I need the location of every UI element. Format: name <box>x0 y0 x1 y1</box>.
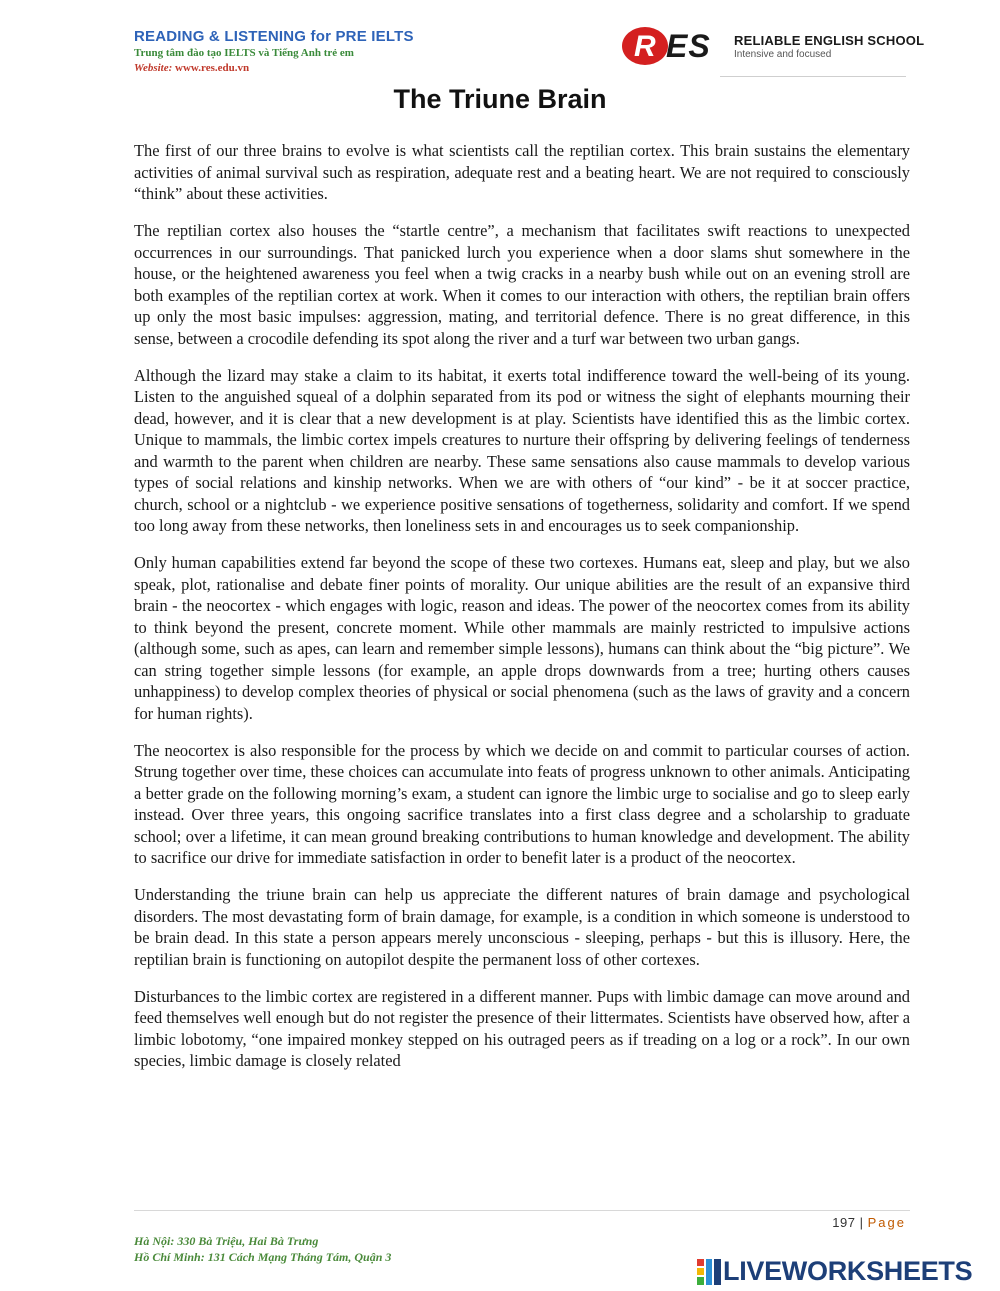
school-logo-block <box>620 24 924 68</box>
header-brand <box>134 28 414 74</box>
res-logo <box>620 24 726 68</box>
brand-title: READING & LISTENING for PRE IELTS <box>134 28 414 45</box>
footer-divider <box>134 1210 910 1211</box>
paragraph: Understanding the triune brain can help us appreciate the different natures of brain damage and psychological disorders. The most devastating form of brain damage, for example, is a condition in which someone is understood to be brain dead. In this state a person appears merely unconscious - sleeping, perhaps - but this is illusory. Here, the reptilian brain is functioning on autopilot despite the permanent loss of other cortexes. <box>134 885 910 969</box>
paragraph: Disturbances to the limbic cortex are registered in a different manner. Pups with limbic damage can move around and feed themselves well enough but do not register the presence of their littermates. Scientists have observed how, after a limbic lobotomy, “one impaired monkey stepped on his outraged peers as if treading on a log or a rock”. In our own species, limbic damage is closely related <box>134 986 910 1070</box>
svg-text:ES: ES <box>666 28 711 64</box>
address-hcm: Hồ Chí Minh: 131 Cách Mạng Tháng Tám, Quận 3 <box>134 1250 392 1264</box>
reading-passage <box>134 140 910 1204</box>
footer-addresses <box>134 1233 391 1265</box>
website-label: Website: <box>134 62 173 74</box>
paragraph: The first of our three brains to evolve is what scientists call the reptilian cortex. This brain sustains the elementary activities of animal survival such as respiration, adequate rest and a beating heart. We are not required to consciously “think” about these activities. <box>134 141 910 203</box>
page-label: Page <box>867 1215 906 1230</box>
address-hanoi: Hà Nội: 330 Bà Triệu, Hai Bà Trưng <box>134 1234 319 1248</box>
website-url[interactable]: www.res.edu.vn <box>175 62 250 74</box>
page-title: The Triune Brain <box>393 84 607 114</box>
brand-subtitle: Trung tâm đào tạo IELTS và Tiếng Anh trẻ em <box>134 47 354 59</box>
liveworksheets-watermark[interactable] <box>697 1256 972 1287</box>
page-number-value: 197 <box>832 1215 856 1230</box>
paragraph: The reptilian cortex also houses the “startle centre”, a mechanism that facilitates swift reactions to unexpected occurrences in our surroundings. That panicked lurch you experience when a door slams shut somewhere in the house, or the heightened awareness you feel when a twig cracks in a nearby bush while out on an evening stroll are both examples of the reptilian cortex at work. When it comes to our interaction with others, the reptilian brain offers up only the most basic impulses: aggression, mating, and territorial defence. There is no great difference, in this sense, between a crocodile defending its spot along the river and a turf war between two urban gangs. <box>134 221 910 348</box>
paragraph: The neocortex is also responsible for the process by which we decide on and commit to particular courses of action. Strung together over time, these choices can accumulate into feats of progress unknown to other animals. Anticipating a better grade on the following morning’s exam, a student can ignore the limbic urge to socialise and go to sleep early instead. Over three years, this ongoing sacrifice translates into a first class degree and a scholarship to graduate school; over a lifetime, it can mean ground breaking contributions to human knowledge and development. The ability to sacrifice our drive for immediate satisfaction in order to benefit later is a product of the neocortex. <box>134 740 910 867</box>
liveworksheets-icon <box>697 1259 721 1285</box>
page-number <box>832 1215 906 1230</box>
school-tagline: Intensive and focused <box>734 48 832 60</box>
school-name: RELIABLE ENGLISH SCHOOL <box>734 32 925 48</box>
liveworksheets-text: LIVEWORKSHEETS <box>723 1256 973 1286</box>
svg-text:R: R <box>634 30 656 63</box>
website-line <box>134 62 414 74</box>
paragraph: Only human capabilities extend far beyond the scope of these two cortexes. Humans eat, sleep and play, but we also speak, plot, rationalise and debate finer points of morality. Our unique abilities are the result of an expansive third brain - the neocortex - which engages with logic, reason and ideas. The power of the neocortex comes from its ability to think beyond the present, concrete moment. While other mammals are mainly restricted to impulsive actions (although some, such as apes, can learn and remember simple lessons), humans can think about the “big picture”. We can string together simple lessons (for example, an apple drops downwards from a tree; hurting others causes unhappiness) to develop complex theories of physical or social phenomena (such as the laws of gravity and a concern for human rights). <box>134 553 910 723</box>
page-separator: | <box>859 1215 864 1230</box>
paragraph: Although the lizard may stake a claim to its habitat, it exerts total indifference toward the well-being of its young. Listen to the anguished squeal of a dolphin separated from its pod or witness the sight of elephants mourning their dead, however, and it is clear that a new development is at play. Scientists have identified this as the limbic cortex. Unique to mammals, the limbic cortex impels creatures to nurture their offspring by delivering feelings of tenderness and warmth to the parent when children are nearby. These same sensations also cause mammals to develop various types of social relations and kinship networks. When we are with others of “our kind” - be it at soccer practice, church, school or a nightclub - we experience positive sensations of togetherness, solidarity and comfort. If we spend too long away from these networks, then loneliness sets in and encourages us to seek companionship. <box>134 365 910 535</box>
header-divider <box>720 76 906 77</box>
